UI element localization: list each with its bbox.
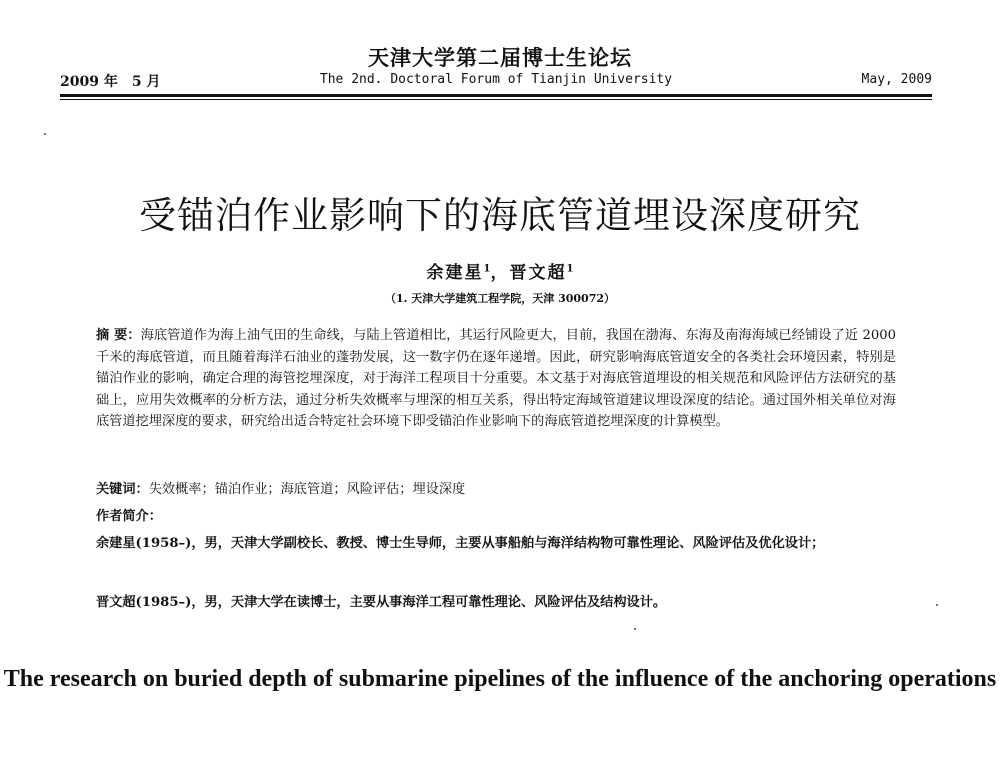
paper-title-cn: 受锚泊作业影响下的海底管道埋设深度研究 (139, 194, 861, 237)
header-rule-thick (60, 94, 932, 97)
running-header (60, 71, 932, 93)
author-separator: ， (490, 263, 510, 283)
author-name: 余建星 (426, 263, 484, 283)
keywords (96, 478, 896, 497)
issue-date-en: May, 2009 (861, 72, 932, 87)
forum-title-cn: 天津大学第二届博士生论坛 (368, 45, 632, 70)
affiliation-mark: 1 (483, 263, 491, 275)
header-rule-thin (60, 99, 932, 100)
keywords-label: 关键词： (96, 482, 149, 497)
affiliation-mark: 1 (566, 263, 574, 275)
scan-speck (936, 604, 938, 606)
author-bio-heading: 作者简介： (96, 509, 162, 524)
author-name: 晋文超 (509, 263, 567, 283)
author-bio: 余建星(1958–)，男，天津大学副校长、教授、博士生导师，主要从事船舶与海洋结构物可靠性理论、风险评估及优化设计； (96, 536, 825, 551)
abstract (96, 325, 896, 433)
affiliation-cn: （1. 天津大学建筑工程学院，天津 300072） (384, 292, 616, 305)
scan-speck (634, 628, 636, 630)
scan-speck (44, 133, 46, 135)
keywords-text: 失效概率；锚泊作业；海底管道；风险评估；埋设深度 (148, 482, 466, 497)
author-bio: 晋文超(1985–)，男，天津大学在读博士，主要从事海洋工程可靠性理论、风险评估及结构设计。 (96, 595, 667, 610)
abstract-text: 海底管道作为海上油气田的生命线，与陆上管道相比，其运行风险更大，目前，我国在渤海、东海及南海海域已经铺设了近 2000 千米的海底管道，而且随着海洋石油业的蓬勃发展，这一数字仍在逐年递增。因此，研究影响海底管道安全的各类社会环境因素，特别是锚泊作业的影响，确定合理的海管挖埋深度，对于海洋工程项目十分重要。本文基于对海底管道埋设的相关规范和风险评估方法研究的基础上，应用失效概率的分析方法，通过分析失效概率与埋深的相互关系，得出特定海域管道建议埋设深度的结论。通过国外相关单位对海底管道挖埋深度的要求，研究给出适合特定社会环境下即受锚泊作业影响下的海底管道挖埋深度的计算模型。 (96, 328, 896, 430)
abstract-label: 摘 要： (96, 328, 141, 343)
authors-cn (0, 258, 1000, 283)
forum-title-en: The 2nd. Doctoral Forum of Tianjin University (319, 72, 673, 87)
issue-date-cn: 2009 年 5 月 (60, 74, 161, 90)
paper-title-en: The research on buried depth of submarine pipelines of the influence of the anchoring operations (3, 666, 997, 692)
